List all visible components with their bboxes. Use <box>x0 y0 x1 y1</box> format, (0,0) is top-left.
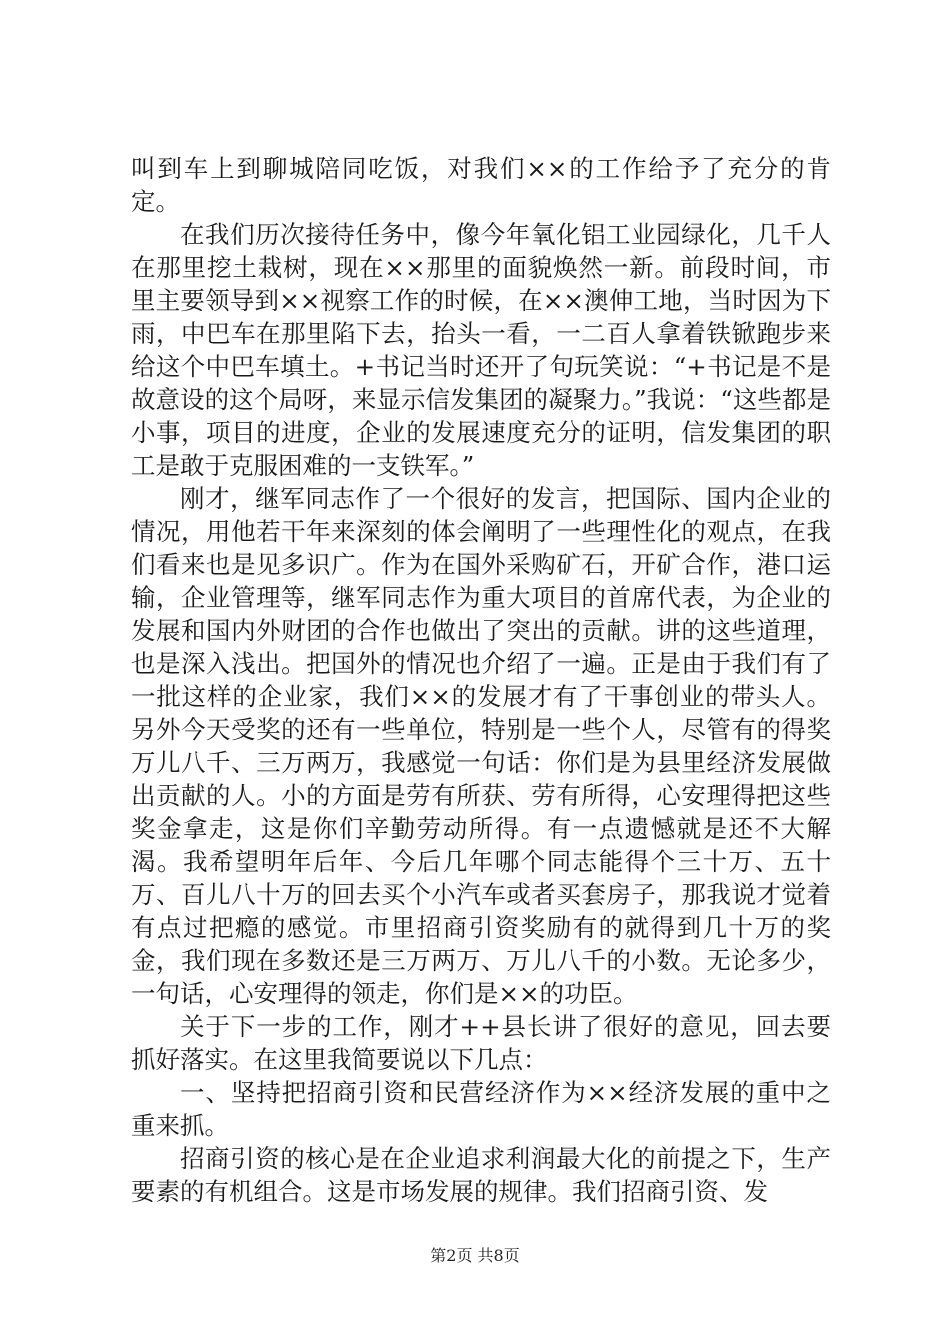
paragraph-investment-core: 招商引资的核心是在企业追求利润最大化的前提之下，生产要素的有机组合。这是市场发展的规律。我们招商引资、发 <box>131 1144 831 1206</box>
section-heading-1: 一、坚持把招商引资和民营经济作为××经济发展的重中之重来抓。 <box>131 1078 831 1140</box>
paragraph-reception-tasks: 在我们历次接待任务中，像今年氧化铝工业园绿化，几千人在那里挖土栽树，现在××那里的面貌焕然一新。前段时间，市里主要领导到××视察工作的时候，在××澳伸工地，当时因为下雨，中巴车在那里陷下去，抬头一看，一二百人拿着铁锨跑步来给这个中巴车填土。+书记当时还开了句玩笑说：“+书记是不是故意设的这个局呀，来显示信发集团的凝聚力。”我说：“这些都是小事，项目的进度，企业的发展速度充分的证明，信发集团的职工是敢于克服困难的一支铁军。” <box>131 220 831 480</box>
paragraph-next-steps: 关于下一步的工作，刚才++县长讲了很好的意见，回去要抓好落实。在这里我简要说以下几点： <box>131 1012 831 1074</box>
paragraph-continuation: 叫到车上到聊城陪同吃饭，对我们××的工作给予了充分的肯定。 <box>131 154 831 216</box>
page-number: 第2页 共8页 <box>430 1246 520 1265</box>
paragraph-jijun-speech: 刚才，继军同志作了一个很好的发言，把国际、国内企业的情况，用他若干年来深刻的体会阐明了一些理性化的观点，在我们看来也是见多识广。作为在国外采购矿石，开矿合作，港口运输，企业管理等，继军同志作为重大项目的首席代表，为企业的发展和国内外财团的合作也做出了突出的贡献。讲的这些道理，也是深入浅出。把国外的情况也介绍了一遍。正是由于我们有了一批这样的企业家，我们××的发展才有了干事创业的带头人。另外今天受奖的还有一些单位，特别是一些个人，尽管有的得奖万儿八千、三万两万，我感觉一句话：你们是为县里经济发展做出贡献的人。小的方面是劳有所获、劳有所得，心安理得把这些奖金拿走，这是你们辛勤劳动所得。有一点遗憾就是还不大解渴。我希望明年后年、今后几年哪个同志能得个三十万、五十万、百儿八十万的回去买个小汽车或者买套房子，那我说才觉着有点过把瘾的感觉。市里招商引资奖励有的就得到几十万的奖金，我们现在多数还是三万两万、万儿八千的小数。无论多少，一句话，心安理得的领走，你们是××的功臣。 <box>131 484 831 1008</box>
body-text <box>131 152 831 1208</box>
